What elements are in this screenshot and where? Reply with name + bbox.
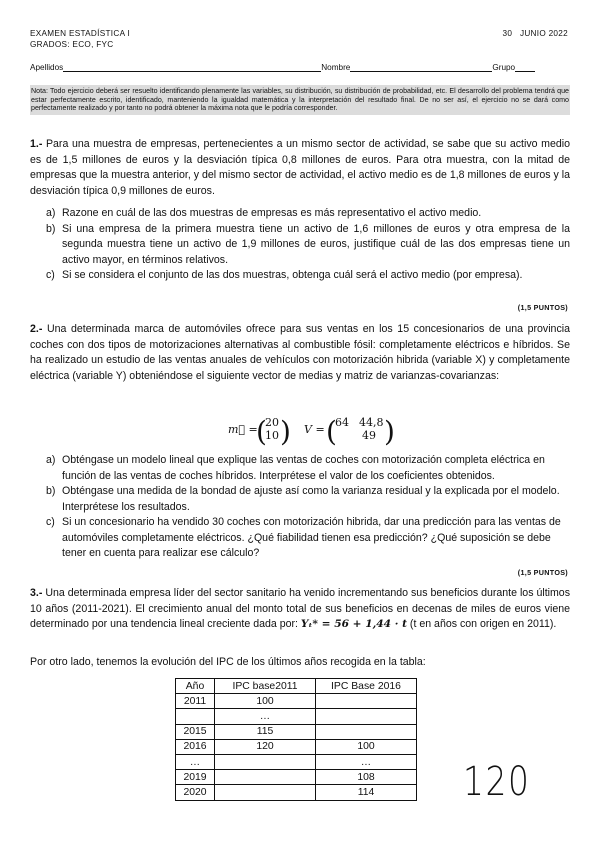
student-fields bbox=[30, 63, 570, 72]
list-item: a) Razone en cuál de las dos muestras de empresas es más representativo el activo medio. bbox=[46, 207, 482, 219]
exam-date: 30 JUNIO 2022 bbox=[502, 29, 568, 38]
question-number: 1.- bbox=[30, 138, 43, 150]
table-row: 2011 100 bbox=[176, 694, 417, 709]
table-row: 2020 114 bbox=[176, 785, 417, 800]
question-text: Una determinada marca de automóviles ofrece para sus ventas en los 15 concesionarios de una provincia coches con dos tipos de motorizaciones alternativas al combustible fósil: completamente eléctricos e híbridos. Se ha realizado un estudio de las ventas anuales de vehículos con motorización hibrida (variable X) y completamente eléctrica (variable Y) obteniéndose el siguiente vector de medias y matriz de varianzas-covarianzas: bbox=[30, 323, 570, 382]
question-text: Una determinada empresa líder del sector sanitario ha venido incrementando sus beneficios durante los últimos 10 años (2011-2021). El crecimiento anual del monto total de sus beneficios en decenas de miles de euros viene determinado por una tendencia lineal creciente dada por: bbox=[30, 587, 570, 630]
column-header: IPC Base 2016 bbox=[316, 679, 417, 694]
apellidos-field[interactable] bbox=[63, 63, 321, 72]
ipc-table bbox=[175, 678, 417, 801]
grupo-field[interactable] bbox=[515, 63, 535, 72]
list-item: b) Si una empresa de la primera muestra tiene un activo de 1,6 millones de euros y otra empresa de la segunda muestra tiene un activo de 1,9 millones de euros, justifique cuál de las dos empresas tiene un activo mayor, en términos relativos. bbox=[46, 222, 570, 266]
column-header: Año bbox=[176, 679, 215, 694]
table-row: … bbox=[176, 709, 417, 724]
trend-formula: Yₜ* = 56 + 1,44 · t bbox=[300, 618, 407, 630]
list-item: c) Si un concesionario ha vendido 30 coches con motorización hibrida, dar una predicción para las ventas de automóviles completamente eléctricos. ¿Qué fiabilidad tienen esa predicción? ¿Qué suposición se debe tener en cuenta para realizar ese cálculo? bbox=[46, 516, 561, 559]
list-item: c) Si se considera el conjunto de las dos muestras, obtenga cuál será el activo medio (por empresa). bbox=[46, 269, 523, 281]
exam-title: EXAMEN ESTADÍSTICA I bbox=[30, 29, 131, 38]
handwritten-mark: 120 bbox=[463, 759, 531, 805]
table-header-row bbox=[176, 679, 417, 694]
table-row: 2019 108 bbox=[176, 770, 417, 785]
exam-header bbox=[30, 28, 130, 50]
grados: GRADOS: ECO, FYC bbox=[30, 40, 114, 49]
question-1-points: (1,5 PUNTOS) bbox=[517, 303, 568, 312]
question-text-end: (t en años con origen en 2011). bbox=[406, 618, 557, 630]
question-2-items bbox=[30, 453, 570, 562]
instructions-note: Nota: Todo ejercicio deberá ser resuelto identificando plenamente las variables, su distribución, su distribución de probabilidad, etc. El desarrollo del problema tendrá que estar perfectamente escrito, identificado, manteniendo la igualdad matemática y la interpretación del resultado final. De no ser así, el ejercicio no se dará como perfectamente realizado y por tanto no podrá obtener la máxima nota que le podría corresponder. bbox=[30, 85, 570, 115]
list-item: a) Obténgase un modelo lineal que explique las ventas de coches con motorización completa eléctrica en función de las ventas de coches híbridos. Interprétese el valor de los coeficientes obtenidos. bbox=[46, 454, 545, 482]
grupo-label: Grupo bbox=[492, 63, 516, 72]
table-row: … … bbox=[176, 754, 417, 769]
nombre-field[interactable] bbox=[350, 63, 492, 72]
question-text: Para una muestra de empresas, pertenecientes a un mismo sector de actividad, se sabe que su activo medio es de 1,5 millones de euros y la desviación típica 0,8 millones de euros. Para otra muestra, con la mitad de empresas que la muestra anterior, y del mismo sector de actividad, el activo medio es de 1,8 millones de euros y la desviación típica 0,9 millones de euros. bbox=[30, 138, 570, 197]
question-number: 3.- bbox=[30, 587, 43, 599]
question-2-points: (1,5 PUNTOS) bbox=[517, 568, 568, 577]
apellidos-label: Apellidos bbox=[30, 63, 64, 72]
question-2 bbox=[30, 322, 570, 384]
ipc-intro: Por otro lado, tenemos la evolución del IPC de los últimos años recogida en la tabla: bbox=[30, 656, 426, 668]
column-header: IPC base2011 bbox=[215, 679, 316, 694]
question-3 bbox=[30, 586, 570, 633]
exam-page: EXAMEN ESTADÍSTICA I GRADOS: ECO, FYC 30 JUNIO 2022 Apellidos Nombre Grupo Nota: Todo ejercicio deberá ser resuelto identificando plenamente las variables, su distribución, su distribución de probabilidad, etc. El desarrollo del problema tendrá que estar perfectamente escrito, identificado, manteniendo la igualdad matemática y la interpretación del resultado final. De no ser así, el ejercicio no se dará como perfectamente realizado y por tanto no podrá obtener la máxima nota que le podría corresponder. 1.- Para una muestra de empresas, pertenecientes a un mismo sector de actividad, se sabe que su activo medio es de 1,5 millones de euros y la desviación típica 0,8 millones de euros. Para otra muestra, con la mitad de empresas que la muestra anterior, y del mismo sector de actividad, el activo medio es de 1,8 millones de euros y la desviación típica 0,9 millones de euros. a) Razone en cuál de las dos muestras de empresas es más representativo el activo medio. b) Si una empresa de la primera muestra tiene un activo de 1,6 millones de euros y otra empresa de la segunda muestra tiene un activo de 1,9 millones de euros, justifique cuál de las dos empresas tiene un activo mayor, en términos relativos. c) Si se considera el conjunto de las dos muestras, obtenga cuál será el activo medio (por empresa). (1,5 PUNTOS) 2.- Una determinada marca de automóviles ofrece para sus ventas en los 15 concesionarios de una provincia coches con dos tipos de motorizaciones alternativas al combustible fósil: completamente eléctricos e híbridos. Se ha realizado un estudio de las ventas anuales de vehículos con motorización hibrida (variable X) y completamente eléctrica (variable Y) obteniéndose el siguiente vector de medias y matriz de varianzas-covarianzas: m⃗ = ( 20 10 ) V = ( 64 44,8 49 ) a) Obténgase un modelo lineal que explique las ventas de coches con motorización completa eléctrica en función de las ventas de coches híbridos. Interprétese el valor de los coeficientes obtenidos. b) Obténgase una medida de la bondad de ajuste así como la varianza residual y la explicada por el modelo. Interprétese los resultados. c) Si un concesionario ha vendido 30 coches con motorización hibrida, dar una predicción para las ventas de automóviles completamente eléctricos. ¿Qué fiabilidad tienen esa predicción? ¿Qué suposición se debe tener en cuenta para realizar ese cálculo? (1,5 PUNTOS) 3.- Una determinada empresa líder del sector sanitario ha venido incrementando sus beneficios durante los últimos 10 años (2011-2021). El crecimiento anual del monto total de sus beneficios en decenas de miles de euros viene determinado por una tendencia lineal creciente dada por: Yₜ* = 56 + 1,44 · t (t en años con origen en 2011). Por otro lado, tenemos la evolución del IPC de los últimos años recogida en la tabla: Año IPC base2011 IPC Base 2016 2011 100 … 2015 115 2016 120 100 … … 2019 108 2020 114 120 bbox=[30, 29, 570, 805]
table-row: 2015 115 bbox=[176, 724, 417, 739]
question-1 bbox=[30, 137, 570, 199]
table-row: 2016 120 100 bbox=[176, 739, 417, 754]
nombre-label: Nombre bbox=[321, 63, 351, 72]
question-1-items bbox=[30, 206, 570, 284]
question-number: 2.- bbox=[30, 323, 43, 335]
list-item: b) Obténgase una medida de la bondad de ajuste así como la varianza residual y la explicada por el modelo. Interprétese los resultados. bbox=[46, 485, 560, 513]
